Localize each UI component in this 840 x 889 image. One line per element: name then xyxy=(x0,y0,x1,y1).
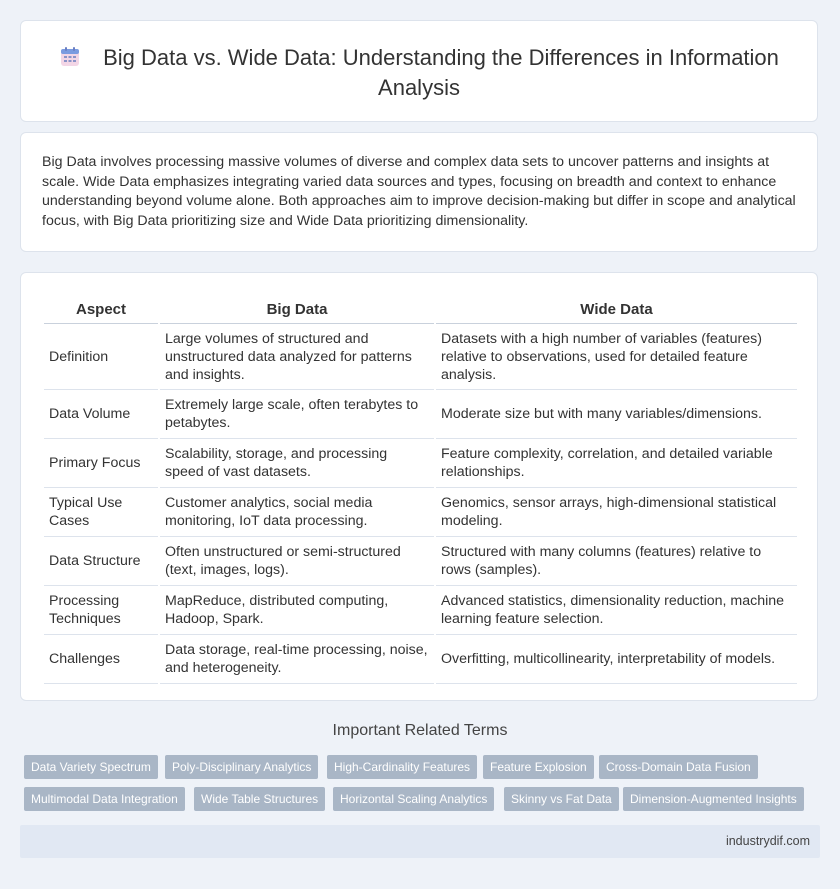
big-data-cell: Extremely large scale, often terabytes to petabytes. xyxy=(160,390,434,439)
footer-site-link[interactable]: industrydif.com xyxy=(725,834,810,848)
wide-data-cell: Genomics, sensor arrays, high-dimensional statistical modeling. xyxy=(436,488,797,537)
big-data-cell: Large volumes of structured and unstructured data analyzed for patterns and insights. xyxy=(160,324,434,390)
table-row xyxy=(44,635,797,684)
related-term-tag[interactable]: Multimodal Data Integration xyxy=(24,787,185,811)
table-row xyxy=(44,586,797,635)
related-term-tag[interactable]: Cross-Domain Data Fusion xyxy=(599,755,758,779)
big-data-cell: Data storage, real-time processing, noise, and heterogeneity. xyxy=(160,635,434,684)
big-data-cell: Often unstructured or semi-structured (text, images, logs). xyxy=(160,537,434,586)
related-term-tag[interactable]: Wide Table Structures xyxy=(194,787,325,811)
related-term-tag[interactable]: Skinny vs Fat Data xyxy=(504,787,619,811)
big-data-cell: MapReduce, distributed computing, Hadoop, Spark. xyxy=(160,586,434,635)
aspect-cell: Data Volume xyxy=(44,390,158,439)
wide-data-cell: Advanced statistics, dimensionality reduction, machine learning feature selection. xyxy=(436,586,797,635)
table-row xyxy=(44,488,797,537)
page-title: Big Data vs. Wide Data: Understanding the Differences in Information Analysis xyxy=(103,45,779,100)
table-row xyxy=(44,390,797,439)
related-term-tag[interactable]: High-Cardinality Features xyxy=(327,755,477,779)
comparison-table xyxy=(42,295,799,684)
aspect-cell: Definition xyxy=(44,324,158,390)
intro-card xyxy=(20,132,818,252)
table-row xyxy=(44,324,797,390)
calendar-icon xyxy=(59,46,81,68)
header-wide-data: Wide Data xyxy=(436,295,797,324)
big-data-cell: Customer analytics, social media monitoring, IoT data processing. xyxy=(160,488,434,537)
wide-data-cell: Structured with many columns (features) relative to rows (samples). xyxy=(436,537,797,586)
related-term-tag[interactable]: Poly-Disciplinary Analytics xyxy=(165,755,318,779)
header-aspect: Aspect xyxy=(44,295,158,324)
big-data-cell: Scalability, storage, and processing speed of vast datasets. xyxy=(160,439,434,488)
wide-data-cell: Overfitting, multicollinearity, interpretability of models. xyxy=(436,635,797,684)
footer-bar xyxy=(20,825,820,858)
wide-data-cell: Datasets with a high number of variables (features) relative to observations, used for detailed feature analysis. xyxy=(436,324,797,390)
intro-paragraph: Big Data involves processing massive volumes of diverse and complex data sets to uncover patterns and insights at scale. Wide Data emphasizes integrating varied data sources and types, focusing on breadth and context to enhance understanding beyond volume alone. Both approaches aim to improve decision-making but differ in scope and analytical focus, with Big Data prioritizing size and Wide Data prioritizing dimensionality. xyxy=(42,154,796,229)
aspect-cell: Data Structure xyxy=(44,537,158,586)
aspect-cell: Typical Use Cases xyxy=(44,488,158,537)
related-term-tag[interactable]: Data Variety Spectrum xyxy=(24,755,158,779)
table-header-row xyxy=(44,295,797,324)
table-row xyxy=(44,439,797,488)
header-big-data: Big Data xyxy=(160,295,434,324)
header-card xyxy=(20,20,818,122)
wide-data-cell: Moderate size but with many variables/dimensions. xyxy=(436,390,797,439)
wide-data-cell: Feature complexity, correlation, and detailed variable relationships. xyxy=(436,439,797,488)
related-terms-heading: Important Related Terms xyxy=(332,722,508,739)
aspect-cell: Challenges xyxy=(44,635,158,684)
related-term-tag[interactable]: Horizontal Scaling Analytics xyxy=(333,787,494,811)
table-row xyxy=(44,537,797,586)
aspect-cell: Primary Focus xyxy=(44,439,158,488)
related-term-tag[interactable]: Dimension-Augmented Insights xyxy=(623,787,804,811)
aspect-cell: Processing Techniques xyxy=(44,586,158,635)
comparison-card xyxy=(20,272,818,701)
related-term-tag[interactable]: Feature Explosion xyxy=(483,755,594,779)
page-title-wrap xyxy=(21,43,817,103)
